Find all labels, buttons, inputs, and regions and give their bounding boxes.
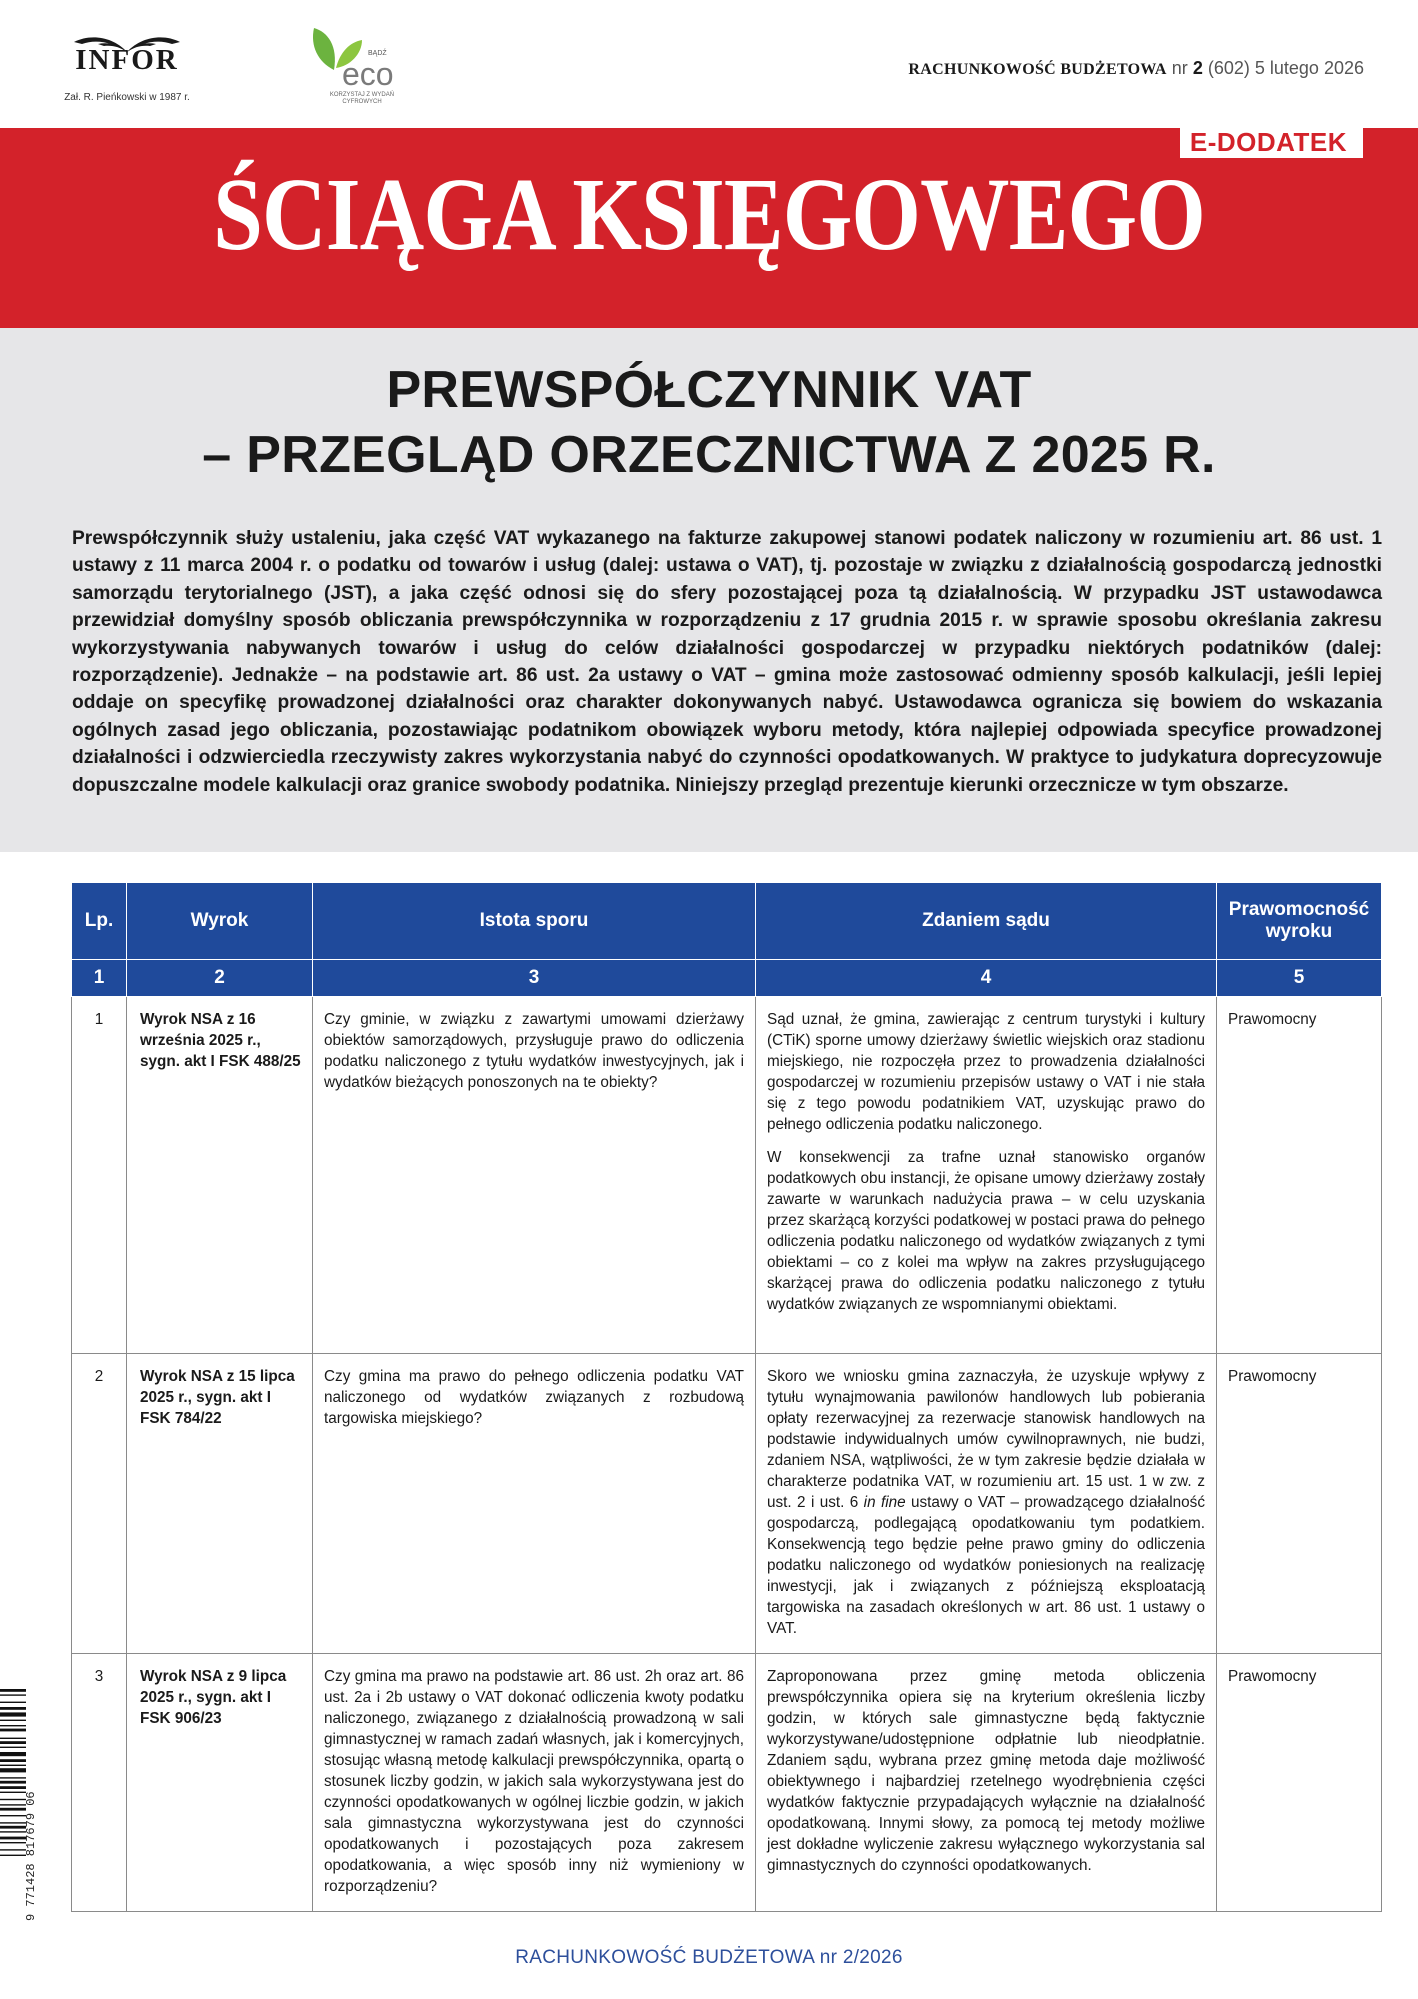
barcode-bar — [0, 1707, 26, 1710]
eco-logo-text: eco — [342, 56, 394, 92]
article-subtitle — [0, 358, 1418, 488]
subtitle-line-2: – PRZEGLĄD ORZECZNICTWA Z 2025 R. — [202, 426, 1216, 484]
issue-line — [908, 58, 1364, 79]
e-dodatek-badge: E-DODATEK — [1180, 126, 1363, 158]
barcode-bar — [0, 1786, 26, 1789]
column-number: 1 — [72, 960, 127, 997]
barcode-bar — [0, 1729, 26, 1732]
infor-logo-text: INFOR — [75, 44, 179, 76]
barcode-bar — [0, 1712, 26, 1716]
infor-tagline: Zał. R. Pieńkowski w 1987 r. — [64, 92, 190, 103]
barcode-bar — [0, 1738, 26, 1739]
column-number-row — [72, 960, 1382, 997]
eco-subtext: KORZYSTAJ Z WYDAŃ CYFROWYCH — [329, 92, 395, 105]
court-opinion — [756, 1354, 1217, 1654]
finality-status: Prawomocny — [1217, 1654, 1382, 1912]
header-lp: Lp. — [72, 883, 127, 960]
barcode-bar — [0, 1741, 26, 1744]
barcode-bar — [0, 1765, 26, 1766]
subtitle-line-1: PREWSPÓŁCZYNNIK VAT — [386, 361, 1032, 419]
barcode-bar — [0, 1747, 26, 1748]
row-number: 1 — [72, 997, 127, 1354]
ruling-citation: Wyrok NSA z 9 lipca 2025 r., sygn. akt I FSK 906/23 — [127, 1654, 313, 1912]
dispute-question: Czy gmina ma prawo do pełnego odliczenia podatku VAT naliczonego od wydatków związanych z rozbudową targowiska miejskiego? — [313, 1354, 756, 1654]
barcode-bar — [0, 1725, 26, 1726]
barcode-bar — [0, 1842, 26, 1843]
eco-logo — [302, 22, 422, 108]
barcode-bar — [0, 1799, 26, 1800]
barcode-digits: 9 771428 817679 06 — [24, 1791, 38, 1921]
dispute-question: Czy gminie, w związku z zawartymi umowami dzierżawy obiektów samorządowych, przysługuje prawo do odliczenia podatku naliczonego z tytułu wydatków inwestycyjnych, jak i wydatków bieżących ponoszonych na te obiekty? — [313, 997, 756, 1354]
barcode-bar — [0, 1826, 26, 1829]
finality-status: Prawomocny — [1217, 997, 1382, 1354]
barcode — [0, 1685, 38, 1925]
barcode-bar — [0, 1689, 26, 1692]
barcode-bar — [0, 1808, 26, 1811]
infor-logo — [52, 30, 202, 108]
dispute-question: Czy gmina ma prawo na podstawie art. 86 ust. 2h oraz art. 86 ust. 2a i 2b ustawy o VAT dokonać odliczenia kwoty podatku naliczonego, związanego z działalnością prowadzoną w sali gimnastycznej w ramach zadań własnych, jak i komercyjnych, stosując własną metodę kalkulacji prewspółczynnika, opartą o stosunek liczby godzin, w jakich sala wykorzystywana jest do czynności opodatkowanych w ogólnej liczbie godzin, w jakich sala gimnastyczna wykorzystywana jest do czynności opodatkowanych i pozostających poza zakresem opodatkowania, a więc sposób inny niż wymieniony w rozporządzeniu? — [313, 1654, 756, 1912]
column-number: 4 — [756, 960, 1217, 997]
table-row — [72, 997, 1382, 1354]
issue-prefix: nr — [1171, 58, 1188, 78]
barcode-bar — [0, 1694, 26, 1695]
barcode-bar — [0, 1792, 26, 1793]
barcode-bar — [0, 1815, 26, 1816]
barcode-bar — [0, 1768, 26, 1772]
court-opinion-italic: in fine — [863, 1494, 906, 1511]
court-opinion-paragraph: Sąd uznał, że gmina, zawierając z centrum turystyki i kultury (CTiK) sporne umowy dzierżawy świetlic wiejskich oraz stadionu miejskiego, nie rozpoczęła przez to prowadzenia działalności gospodarczej w rozumieniu przepisów ustawy o VAT i nie stała się z tego powodu podatnikiem VAT, uzyskując prawo do pełnego odliczenia podatku naliczonego. — [767, 1011, 1205, 1133]
column-number: 2 — [127, 960, 313, 997]
rulings-table — [71, 882, 1382, 1912]
row-number: 2 — [72, 1354, 127, 1654]
eco-top-text: BĄDŹ — [368, 50, 387, 57]
issue-date: 5 lutego 2026 — [1254, 58, 1364, 78]
main-title: ŚCIĄGA KSIĘGOWEGO — [213, 157, 1205, 272]
court-opinion-paragraph: W konsekwencji za trafne uznał stanowisko organów podatkowych obu instancji, że opisane umowy dzierżawy zostały zawarte w warunkach nadużycia prawa – w celu uzyskania przez skarżącą korzyści podatkowej w postaci prawa do pełnego odliczenia podatku naliczonego od wydatków związanych z tymi obiektami – co z kolei ma wpływ na zakres przysługującego skarżącej prawa do odliczenia podatku naliczonego z tytułu wydatków związanych ze wspomnianymi obiektami. — [767, 1149, 1205, 1313]
court-opinion-text: ustawy o VAT – prowadzącego działalność gospodarczą, podlegającą opodatkowaniu tym podatkiem. Konsekwencją tego będzie pełne prawo gminy do odliczenia podatku naliczonego od wydatków poniesionych na realizację inwestycji, jak i związanych z późniejszą eksploatacją targowiska na zasadach określonych w art. 86 ust. 1 ustawy o VAT. — [767, 1494, 1205, 1637]
issue-number: 2 — [1192, 58, 1203, 78]
row-number: 3 — [72, 1654, 127, 1912]
barcode-bar — [0, 1777, 26, 1778]
issue-total: (602) — [1207, 58, 1250, 78]
court-opinion: Zaproponowana przez gminę metoda obliczenia prewspółczynnika opiera się na kryterium określenia liczby godzin, w których sale gimnastyczne będą faktycznie wykorzystywane/udostępnione odpłatnie lub nieodpłatnie. Zdaniem sądu, wybrana przez gminę metoda daje możliwość obiektywnego i najbardziej rzetelnego wyodrębnienia części wydatków faktycznie przypadających wyłącznie na działalność opodatkowaną. Innymi słowy, za pomocą tej metody możliwe jest dokładne wyliczenie zakresu wyłącznego wykorzystania sal gimnastycznych do czynności opodatkowanych. — [756, 1654, 1217, 1912]
table-row — [72, 1654, 1382, 1912]
barcode-bar — [0, 1752, 26, 1756]
finality-status: Prawomocny — [1217, 1354, 1382, 1654]
table-header-row — [72, 883, 1382, 960]
column-number: 3 — [313, 960, 756, 997]
barcode-bar — [0, 1759, 26, 1762]
barcode-bar — [0, 1837, 26, 1840]
header-wyrok: Wyrok — [127, 883, 313, 960]
barcode-bar — [0, 1781, 26, 1784]
barcode-bar — [0, 1804, 26, 1805]
footer-text: RACHUNKOWOŚĆ BUDŻETOWA nr 2/2026 — [515, 1947, 903, 1968]
court-opinion-text: Skoro we wniosku gmina zaznaczyła, że uzyskuje wpływy z tytułu wynajmowania pawilonów handlowych lub pobierania opłaty rezerwacyjnej za rezerwacje stanowisk handlowych na podstawie indywidualnych umów cywilnoprawnych, nie budzi, zdaniem NSA, wątpliwości, że w tym zakresie będzie działała w charakterze podatnika VAT, w rozumieniu art. 15 ust. 1 w zw. z ust. 2 i ust. 6 — [767, 1368, 1205, 1511]
court-opinion — [756, 997, 1217, 1354]
barcode-bar — [0, 1849, 26, 1850]
barcode-bar — [0, 1720, 26, 1721]
ruling-citation: Wyrok NSA z 16 września 2025 r., sygn. akt I FSK 488/25 — [127, 997, 313, 1354]
header-prawomocnosc: Prawomocność wyroku — [1217, 883, 1382, 960]
table-row — [72, 1354, 1382, 1654]
column-number: 5 — [1217, 960, 1382, 997]
barcode-bar — [0, 1822, 26, 1823]
header-istota: Istota sporu — [313, 883, 756, 960]
barcode-bar — [0, 1702, 26, 1703]
intro-text: Prewspółczynnik służy ustaleniu, jaka część VAT wykazanego na fakturze zakupowej stanowi podatek naliczony w rozumieniu art. 86 ust. 1 ustawy z 11 marca 2004 r. o podatku od towarów i usług (dalej: ustawa o VAT), tj. pozostaje w związku z działalnością gospodarczą jednostki samorządu terytorialnego (JST), a jaka część odnosi się do sfery pozostającej poza tą działalnością. W przypadku JST ustawodawca przewidział domyślny sposób obliczania prewspółczynnika w rozporządzeniu z 17 grudnia 2015 r. w sprawie sposobu określania zakresu wykorzystywania nabywanych towarów i usług do celów działalności gospodarczej w przypadku niektórych podatników (dalej: rozporządzenie). Jednakże – na podstawie art. 86 ust. 2a ustawy o VAT – gmina może zastosować odmienny sposób kalkulacji, jeśli lepiej oddaje on specyfikę prowadzonej działalności oraz charakter dokonywanych nabyć. Ustawodawca ogranicza się bowiem do wskazania ogólnych zasad jego obliczania, pozostawiając podatnikom obowiązek wyboru metody, która najlepiej odpowiada specyfice prowadzonej działalności i odzwierciedla rzeczywisty zakres wykorzystania nabyć do czynności opodatkowanych. W praktyce to judykatura doprecyzowuje dopuszczalne modele kalkulacji oraz granice swobody podatnika. Niniejszy przegląd prezentuje kierunki orzecznicze w tym obszarze. — [72, 528, 1382, 796]
ruling-citation: Wyrok NSA z 15 lipca 2025 r., sygn. akt I FSK 784/22 — [127, 1354, 313, 1654]
publication-name: RACHUNKOWOŚĆ BUDŻETOWA — [908, 61, 1167, 78]
barcode-bar — [0, 1831, 26, 1832]
barcode-bar — [0, 1855, 26, 1856]
header-zdaniem: Zdaniem sądu — [756, 883, 1217, 960]
